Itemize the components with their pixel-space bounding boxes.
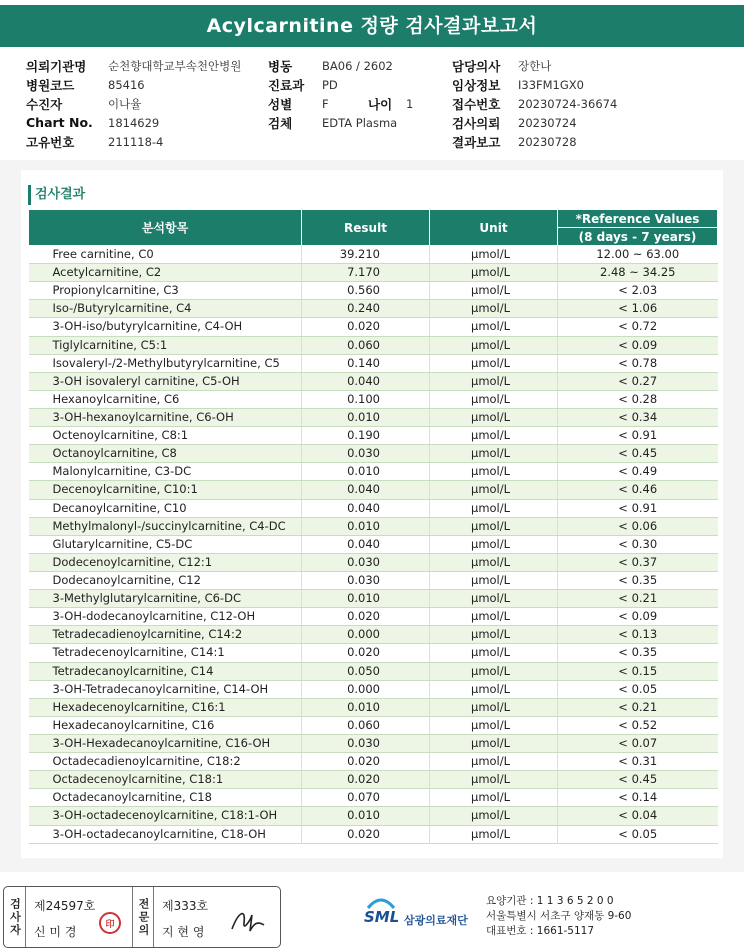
unit-value: μmol/L (430, 680, 558, 698)
info-label: 담당의사 (452, 58, 501, 74)
table-row (29, 789, 718, 807)
footer (0, 884, 744, 952)
info-value: 이나율 (108, 96, 142, 111)
result-value: 0.030 (302, 734, 430, 752)
reference-value: < 1.06 (558, 300, 718, 318)
table-row (29, 445, 718, 463)
table-row (29, 408, 718, 426)
info-label: 검사의뢰 (452, 115, 501, 131)
org-logo (364, 894, 484, 936)
result-value: 0.030 (302, 571, 430, 589)
address-line: 요양기관 : 1 1 3 6 5 2 0 0 (486, 895, 614, 907)
result-value: 0.240 (302, 300, 430, 318)
info-value: 211118-4 (108, 134, 164, 149)
unit-value: μmol/L (430, 246, 558, 264)
analyte-name: 3-OH-Tetradecanoylcarnitine, C14-OH (29, 680, 302, 698)
reference-value: < 0.07 (558, 734, 718, 752)
result-value: 0.040 (302, 535, 430, 553)
analyte-name: Tetradecadienoylcarnitine, C14:2 (29, 626, 302, 644)
result-value: 0.020 (302, 608, 430, 626)
result-value: 0.010 (302, 463, 430, 481)
result-value: 0.560 (302, 282, 430, 300)
results-panel (0, 160, 744, 872)
table-row (29, 318, 718, 336)
reference-value: < 0.28 (558, 390, 718, 408)
unit-value: μmol/L (430, 571, 558, 589)
reference-value: < 0.05 (558, 825, 718, 843)
approver-label: 전문의 (132, 887, 154, 947)
reference-value: 12.00 ~ 63.00 (558, 246, 718, 264)
table-row (29, 662, 718, 680)
info-col-3 (452, 56, 617, 151)
analyte-name: Tiglylcarnitine, C5:1 (29, 336, 302, 354)
info-label: 의뢰기관명 (26, 58, 87, 74)
table-row (29, 336, 718, 354)
table-row (29, 571, 718, 589)
analyte-name: Free carnitine, C0 (29, 246, 302, 264)
result-value: 0.190 (302, 427, 430, 445)
result-value: 0.100 (302, 390, 430, 408)
report-title: Acylcarnitine 정량 검사결과보고서 (0, 5, 744, 47)
reference-value: < 0.21 (558, 698, 718, 716)
result-value: 0.140 (302, 354, 430, 372)
result-value: 0.020 (302, 825, 430, 843)
logo-text: SML (364, 908, 400, 926)
results-table (28, 209, 718, 844)
signature-box (3, 886, 281, 948)
result-value: 0.040 (302, 481, 430, 499)
reference-value: < 0.31 (558, 753, 718, 771)
result-value: 0.040 (302, 499, 430, 517)
table-row (29, 553, 718, 571)
info-label: 병원코드 (26, 77, 75, 93)
analyte-name: Propionylcarnitine, C3 (29, 282, 302, 300)
analyte-name: Hexadecenoylcarnitine, C16:1 (29, 698, 302, 716)
unit-value: μmol/L (430, 354, 558, 372)
unit-value: μmol/L (430, 753, 558, 771)
info-value: 1814629 (108, 115, 160, 130)
unit-value: μmol/L (430, 807, 558, 825)
result-value: 39.210 (302, 246, 430, 264)
info-label: 진료과 (268, 77, 305, 93)
unit-value: μmol/L (430, 300, 558, 318)
result-value: 0.020 (302, 771, 430, 789)
analyte-name: 3-OH-hexanoylcarnitine, C6-OH (29, 408, 302, 426)
reference-value: < 0.35 (558, 644, 718, 662)
age-label: 나이 (368, 96, 393, 112)
info-label: 고유번호 (26, 134, 75, 150)
analyte-name: Isovaleryl-/2-Methylbutyrylcarnitine, C5 (29, 354, 302, 372)
info-value: F (322, 96, 329, 111)
info-label: 검체 (268, 115, 293, 131)
info-value: I33FM1GX0 (518, 77, 584, 92)
info-value: 장한나 (518, 58, 552, 73)
reference-value: < 2.03 (558, 282, 718, 300)
info-value: BA06 / 2602 (322, 58, 393, 73)
info-label: 병동 (268, 58, 293, 74)
info-col-2 (268, 56, 413, 132)
result-value: 0.010 (302, 807, 430, 825)
unit-value: μmol/L (430, 463, 558, 481)
reference-value: < 0.91 (558, 499, 718, 517)
reference-value: < 0.21 (558, 590, 718, 608)
unit-value: μmol/L (430, 626, 558, 644)
table-row (29, 680, 718, 698)
unit-value: μmol/L (430, 481, 558, 499)
unit-value: μmol/L (430, 716, 558, 734)
unit-value: μmol/L (430, 825, 558, 843)
info-label: 임상정보 (452, 77, 501, 93)
result-value: 0.040 (302, 372, 430, 390)
table-row (29, 608, 718, 626)
analyte-name: Octanoylcarnitine, C8 (29, 445, 302, 463)
unit-value: μmol/L (430, 318, 558, 336)
table-row (29, 354, 718, 372)
unit-value: μmol/L (430, 499, 558, 517)
analyte-name: Decanoylcarnitine, C10 (29, 499, 302, 517)
org-address (486, 894, 631, 939)
result-value: 0.060 (302, 336, 430, 354)
table-row (29, 535, 718, 553)
result-value: 0.010 (302, 698, 430, 716)
reference-value: < 0.52 (558, 716, 718, 734)
signature-icon (228, 903, 268, 937)
table-row (29, 771, 718, 789)
unit-value: μmol/L (430, 336, 558, 354)
result-value: 0.070 (302, 789, 430, 807)
table-row (29, 716, 718, 734)
table-row (29, 463, 718, 481)
result-value: 0.020 (302, 318, 430, 336)
info-value: 20230724-36674 (518, 96, 618, 111)
info-value: 20230728 (518, 134, 577, 149)
header-ref-range: (8 days - 7 years) (558, 228, 718, 246)
patient-info (0, 56, 744, 152)
info-label: 결과보고 (452, 134, 501, 150)
analyte-name: 3-Methylglutarylcarnitine, C6-DC (29, 590, 302, 608)
analyte-name: Dodecanoylcarnitine, C12 (29, 571, 302, 589)
analyte-name: Tetradecenoylcarnitine, C14:1 (29, 644, 302, 662)
table-row (29, 734, 718, 752)
table-row (29, 282, 718, 300)
examiner-label: 검사자 (4, 887, 26, 947)
analyte-name: Octenoylcarnitine, C8:1 (29, 427, 302, 445)
results-card (21, 170, 723, 858)
unit-value: μmol/L (430, 553, 558, 571)
unit-value: μmol/L (430, 390, 558, 408)
approver-name: 지 현 영 (162, 925, 205, 939)
analyte-name: 3-OH-iso/butyrylcarnitine, C4-OH (29, 318, 302, 336)
analyte-name: 3-OH-octadecenoylcarnitine, C18:1-OH (29, 807, 302, 825)
info-label: 접수번호 (452, 96, 501, 112)
seal-stamp-icon: 印 (99, 912, 121, 934)
unit-value: μmol/L (430, 590, 558, 608)
unit-value: μmol/L (430, 264, 558, 282)
analyte-name: Glutarylcarnitine, C5-DC (29, 535, 302, 553)
reference-value: < 0.04 (558, 807, 718, 825)
reference-value: < 0.06 (558, 517, 718, 535)
table-row (29, 753, 718, 771)
result-value: 0.010 (302, 517, 430, 535)
header-ref: *Reference Values (558, 210, 718, 228)
result-value: 0.020 (302, 753, 430, 771)
unit-value: μmol/L (430, 517, 558, 535)
info-value: 순천향대학교부속천안병원 (108, 58, 242, 73)
reference-value: < 0.45 (558, 771, 718, 789)
analyte-name: 3-OH-dodecanoylcarnitine, C12-OH (29, 608, 302, 626)
reference-value: < 0.15 (558, 662, 718, 680)
table-row (29, 499, 718, 517)
address-line: 대표번호 : 1661-5117 (486, 925, 595, 937)
reference-value: < 0.78 (558, 354, 718, 372)
analyte-name: Tetradecanoylcarnitine, C14 (29, 662, 302, 680)
table-row (29, 644, 718, 662)
result-value: 0.010 (302, 408, 430, 426)
analyte-name: Dodecenoylcarnitine, C12:1 (29, 553, 302, 571)
header-result: Result (302, 210, 430, 246)
reference-value: < 0.72 (558, 318, 718, 336)
result-value: 7.170 (302, 264, 430, 282)
examiner-license: 제24597호 (34, 899, 96, 913)
reference-value: < 0.27 (558, 372, 718, 390)
analyte-name: Malonylcarnitine, C3-DC (29, 463, 302, 481)
table-row (29, 626, 718, 644)
result-value: 0.010 (302, 590, 430, 608)
unit-value: μmol/L (430, 408, 558, 426)
org-name: 삼광의료재단 (404, 914, 468, 927)
reference-value: < 0.09 (558, 336, 718, 354)
examiner-name: 신 미 경 (34, 925, 77, 939)
age-value: 1 (406, 96, 414, 111)
table-row (29, 698, 718, 716)
info-value: EDTA Plasma (322, 115, 398, 130)
info-value: 20230724 (518, 115, 577, 130)
result-value: 0.000 (302, 680, 430, 698)
table-row (29, 481, 718, 499)
info-label: Chart No. (26, 115, 93, 130)
result-value: 0.030 (302, 553, 430, 571)
header-unit: Unit (430, 210, 558, 246)
table-row (29, 427, 718, 445)
address-line: 서울특별시 서초구 양재동 9-60 (486, 910, 632, 922)
unit-value: μmol/L (430, 698, 558, 716)
reference-value: 2.48 ~ 34.25 (558, 264, 718, 282)
analyte-name: Hexanoylcarnitine, C6 (29, 390, 302, 408)
reference-value: < 0.05 (558, 680, 718, 698)
reference-value: < 0.37 (558, 553, 718, 571)
analyte-name: Acetylcarnitine, C2 (29, 264, 302, 282)
result-value: 0.020 (302, 644, 430, 662)
unit-value: μmol/L (430, 427, 558, 445)
analyte-name: Decenoylcarnitine, C10:1 (29, 481, 302, 499)
unit-value: μmol/L (430, 644, 558, 662)
analyte-name: 3-OH-Hexadecanoylcarnitine, C16-OH (29, 734, 302, 752)
unit-value: μmol/L (430, 771, 558, 789)
results-body (29, 246, 718, 844)
unit-value: μmol/L (430, 734, 558, 752)
reference-value: < 0.13 (558, 626, 718, 644)
result-value: 0.030 (302, 445, 430, 463)
info-value: PD (322, 77, 338, 92)
reference-value: < 0.30 (558, 535, 718, 553)
info-label: 성별 (268, 96, 293, 112)
analyte-name: Octadecanoylcarnitine, C18 (29, 789, 302, 807)
result-value: 0.060 (302, 716, 430, 734)
analyte-name: Hexadecanoylcarnitine, C16 (29, 716, 302, 734)
analyte-name: Octadecenoylcarnitine, C18:1 (29, 771, 302, 789)
info-value: 85416 (108, 77, 145, 92)
reference-value: < 0.91 (558, 427, 718, 445)
reference-value: < 0.35 (558, 571, 718, 589)
table-row (29, 807, 718, 825)
reference-value: < 0.45 (558, 445, 718, 463)
reference-value: < 0.49 (558, 463, 718, 481)
result-value: 0.000 (302, 626, 430, 644)
analyte-name: Methylmalonyl-/succinylcarnitine, C4-DC (29, 517, 302, 535)
table-row (29, 390, 718, 408)
reference-value: < 0.34 (558, 408, 718, 426)
analyte-name: Octadecadienoylcarnitine, C18:2 (29, 753, 302, 771)
approver-license: 제333호 (162, 899, 209, 913)
reference-value: < 0.14 (558, 789, 718, 807)
unit-value: μmol/L (430, 282, 558, 300)
unit-value: μmol/L (430, 445, 558, 463)
header-item: 분석항목 (29, 210, 302, 246)
unit-value: μmol/L (430, 535, 558, 553)
unit-value: μmol/L (430, 608, 558, 626)
unit-value: μmol/L (430, 662, 558, 680)
table-row (29, 590, 718, 608)
table-row (29, 300, 718, 318)
table-row (29, 517, 718, 535)
info-label: 수진자 (26, 96, 63, 112)
analyte-name: Iso-/Butyrylcarnitine, C4 (29, 300, 302, 318)
unit-value: μmol/L (430, 789, 558, 807)
section-title: 검사결과 (28, 185, 85, 205)
table-row (29, 246, 718, 264)
result-value: 0.050 (302, 662, 430, 680)
reference-value: < 0.46 (558, 481, 718, 499)
analyte-name: 3-OH isovaleryl carnitine, C5-OH (29, 372, 302, 390)
analyte-name: 3-OH-octadecanoylcarnitine, C18-OH (29, 825, 302, 843)
table-row (29, 264, 718, 282)
table-row (29, 825, 718, 843)
reference-value: < 0.09 (558, 608, 718, 626)
table-row (29, 372, 718, 390)
info-col-1 (26, 56, 241, 151)
unit-value: μmol/L (430, 372, 558, 390)
